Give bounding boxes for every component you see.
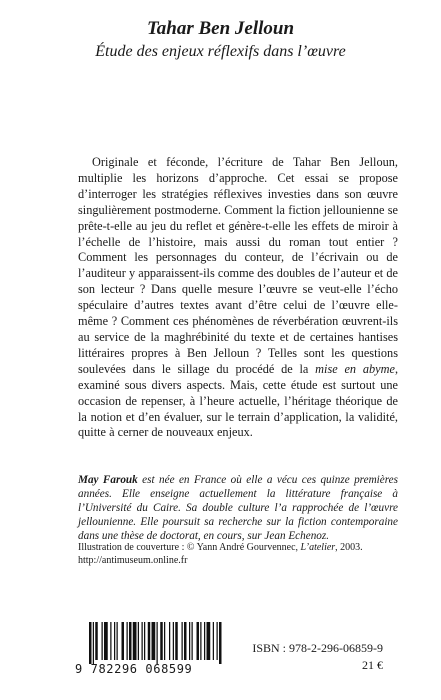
author-bio-text: est née en France où elle a vécu ces quinze premières années. Elle enseigne actuellement la littérature française à l’Université du Caire. Sa double culture l’a rapprochée de l’œuvre jellounienne. Elle poursuit sa recherche sur la fiction contemporaine dans une thèse de doctorat, en cours, sur Jean Echenoz. <box>78 474 399 542</box>
cover-credits <box>78 541 408 567</box>
barcode-bar <box>217 622 218 660</box>
author-name: May Farouk <box>78 474 138 486</box>
summary-text-part1: Originale et féconde, l’écriture de Tahar Ben Jelloun, multiplie les horizons d’approche. Cet essai se propose d’interroger les stratégies réflexives investies dans son œuvre singulièrement postmoderne. Comment la fiction jellounienne se prête-t-elle au jeu du reflet et génère-t-elle les effets de miroir à l’échelle de l’histoire, mais aussi du roman tout entier ? Comment les personnages du conteur, de l’écrivain ou de l’auditeur y apparaissent-ils comme des doubles de l’auteur et de son lecteur ? Dans quelle mesure l’œuvre se veut-elle l’écho spéculaire d’autres textes avant d’être celui de l’œuvre elle-même ? Comment ces phénomènes de réverbération œuvrent-ils au service de la maghrébinité du texte et de certaines hantises littéraires propres à Ben Jelloun ? Telles sont les questions soulevées dans le sillage du procédé de la <box>78 155 398 376</box>
barcode-bar <box>160 622 163 660</box>
barcode-bar <box>219 622 222 664</box>
barcode-bar <box>192 622 193 660</box>
barcode-bar <box>175 622 178 660</box>
barcode-bar <box>169 622 170 660</box>
barcode-bar <box>164 622 165 660</box>
barcode-bar <box>213 622 214 660</box>
barcode-bar <box>197 622 200 660</box>
barcode-bar <box>200 622 201 660</box>
barcode-bar <box>129 622 132 660</box>
price: 21 € <box>362 658 383 672</box>
barcode-bar <box>110 622 111 660</box>
barcode-bar <box>127 622 128 660</box>
barcode-bar <box>204 622 205 660</box>
barcode-bar <box>117 622 118 660</box>
barcode-bar <box>104 622 108 660</box>
author-bio <box>78 473 398 543</box>
book-title: Tahar Ben Jelloun <box>146 18 295 39</box>
barcode-bar <box>102 622 103 660</box>
credits-suffix: , 2003. <box>335 542 363 553</box>
barcode-bars <box>75 622 233 664</box>
barcode-bar <box>157 622 158 664</box>
summary-paragraph <box>78 155 398 441</box>
credits-prefix: Illustration de couverture : © Yann André Gourvennec, <box>78 542 301 553</box>
credits-url: http://antimuseum.online.fr <box>78 555 188 566</box>
barcode-bar <box>142 622 143 660</box>
barcode-bar <box>144 622 145 660</box>
isbn: ISBN : 978-2-296-06859-9 <box>252 641 383 655</box>
barcode-bar <box>133 622 137 660</box>
barcode-bar <box>122 622 125 660</box>
barcode-bar <box>89 622 92 664</box>
barcode-bar <box>93 622 94 664</box>
summary-text-part2: , examiné sous divers aspects. Mais, cette étude est surtout une occasion de repenser, à l’heure actuelle, l’héritage théorique de la notion et d’en évaluer, sur le terrain d’application, la validité, quitte à cerner de nouveaux enjeux. <box>78 361 399 440</box>
barcode-digits: 9 782296 068599 <box>75 662 193 676</box>
barcode-bar <box>182 622 183 660</box>
credits-work: L’atelier <box>300 542 336 553</box>
barcode-bar <box>114 622 115 660</box>
barcode-bar <box>148 622 151 660</box>
barcode-bar <box>189 622 190 660</box>
barcode-bar <box>173 622 174 660</box>
barcode-bar <box>95 622 98 660</box>
barcode-bar <box>184 622 187 660</box>
barcode-bar <box>138 622 139 660</box>
barcode-bar <box>207 622 211 660</box>
barcode <box>75 622 233 678</box>
book-subtitle: Étude des enjeux réflexifs dans l’œuvre <box>95 43 346 60</box>
barcode-bar <box>152 622 156 660</box>
summary-emphasis: mise en abyme <box>315 361 395 376</box>
